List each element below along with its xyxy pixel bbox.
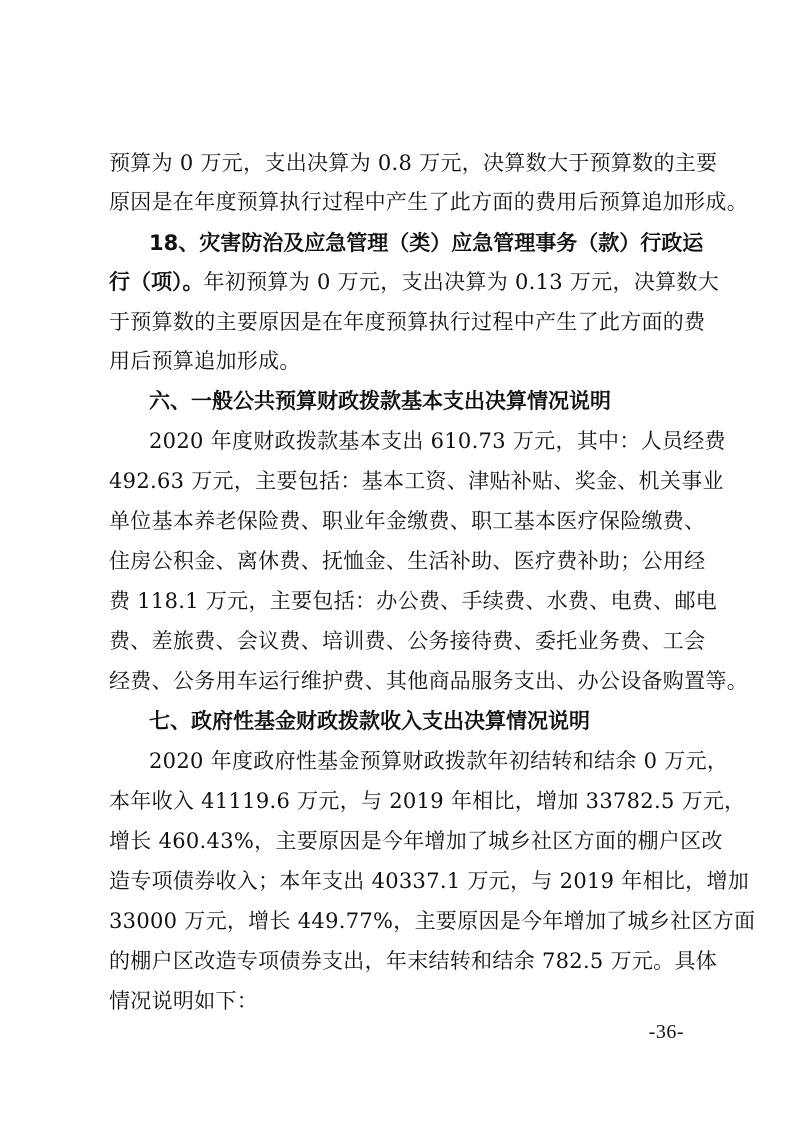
body-text-line: 造专项债券收入；本年支出 40337.1 万元，与 2019 年相比，增加 xyxy=(109,869,750,893)
body-text-line: 原因是在年度预算执行过程中产生了此方面的费用后预算追加形成。 xyxy=(109,190,748,214)
body-text-line: 的棚户区改造专项债券支出，年末结转和结余 782.5 万元。具体 xyxy=(109,949,718,973)
body-text-line: 情况说明如下： xyxy=(109,989,259,1013)
body-text-line: 住房公积金、离休费、抚恤金、生活补助、医疗费补助；公用经 xyxy=(109,549,706,573)
body-text-line: 33000 万元，增长 449.77%，主要原因是今年增加了城乡社区方面 xyxy=(109,909,756,933)
body-text-line: 费、差旅费、会议费、培训费、公务接待费、委托业务费、工会 xyxy=(109,629,706,653)
body-text-line: 费 118.1 万元，主要包括：办公费、手续费、水费、电费、邮电 xyxy=(109,589,718,613)
section-six-heading: 六、一般公共预算财政拨款基本支出决算情况说明 xyxy=(149,389,611,413)
body-text-line: 2020 年度政府性基金预算财政拨款年初结转和结余 0 万元， xyxy=(149,749,729,773)
body-text: 年初预算为 0 万元，支出决算为 0.13 万元，决算数大 xyxy=(203,270,720,294)
body-text-line: 2020 年度财政拨款基本支出 610.73 万元，其中：人员经费 xyxy=(149,429,726,453)
body-text-line: 预算为 0 万元，支出决算为 0.8 万元，决算数大于预算数的主要 xyxy=(109,151,718,175)
body-text-line: 经费、公务用车运行维护费、其他商品服务支出、办公设备购置等。 xyxy=(109,669,748,693)
section-18-heading-end: 行（项）。 xyxy=(109,270,204,294)
body-text-line: 492.63 万元，主要包括：基本工资、津贴补贴、奖金、机关事业 xyxy=(109,469,724,493)
body-text-line: 本年收入 41119.6 万元，与 2019 年相比，增加 33782.5 万元， xyxy=(109,789,746,813)
body-text-line: 用后预算追加形成。 xyxy=(109,349,301,373)
section-18-text-line xyxy=(109,265,720,299)
body-text-line: 于预算数的主要原因是在年度预算执行过程中产生了此方面的费 xyxy=(109,310,706,334)
body-text-line: 单位基本养老保险费、职业年金缴费、职工基本医疗保险缴费、 xyxy=(109,509,706,533)
page-number: -36- xyxy=(648,1021,684,1043)
section-18-heading: 18、灾害防治及应急管理（类）应急管理事务（款）行政运 xyxy=(149,231,704,255)
body-text-line: 增长 460.43%，主要原因是今年增加了城乡社区方面的棚户区改 xyxy=(109,829,723,853)
section-seven-heading: 七、政府性基金财政拨款收入支出决算情况说明 xyxy=(149,709,590,733)
